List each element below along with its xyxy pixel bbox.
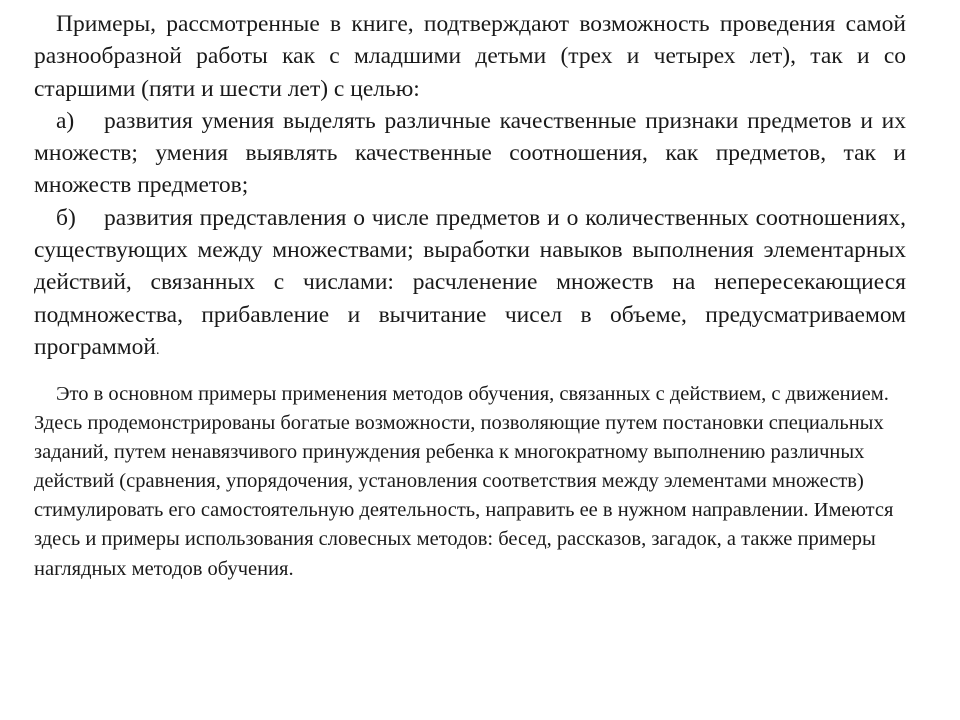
main-text-block [34,8,906,367]
intro-paragraph: Примеры, рассмотренные в книге, подтверждают возможность проведения самой разнообразной работы как с младшими детьми (трех и четырех лет), так и со старшими (пяти и шести лет) с целью: [34,11,906,102]
list-text-b-period: . [155,342,160,358]
list-item-b [34,202,906,367]
secondary-text-block [34,380,906,584]
list-marker-a: а) [56,107,75,134]
list-text-a: развития умения выделять различные качественные признаки предметов и их множеств; умения выявлять качественные соотношения, как предметов, так и множеств предметов; [34,107,906,199]
list-text-b: развития представления о числе предметов и о количественных соотношениях, существующих между множествами; выработки навыков выполнения элементарных действий, связанных с числами: расчленение множеств на непересекающиеся подмножества, прибавление и вычитание чисел в объеме, предусматриваемом программой [34,204,906,360]
list-marker-b: б) [56,204,76,231]
secondary-paragraph: Это в основном примеры применения методов обучения, связанных с действием, с движением. Здесь продемонстрированы богатые возможности, позволяющие путем постановки специальных заданий, путем ненавязчивого принуждения ребенка к многократному выполнению различных действий (сравнения, упорядочения, установления соответствия между элементами множеств) стимулировать его самостоятельную деятельность, направить ее в нужном направлении. Имеются здесь и примеры использования словесных методов: бесед, рассказов, загадок, а также примеры наглядных методов обучения. [34,383,894,580]
list-item-a [34,105,906,202]
